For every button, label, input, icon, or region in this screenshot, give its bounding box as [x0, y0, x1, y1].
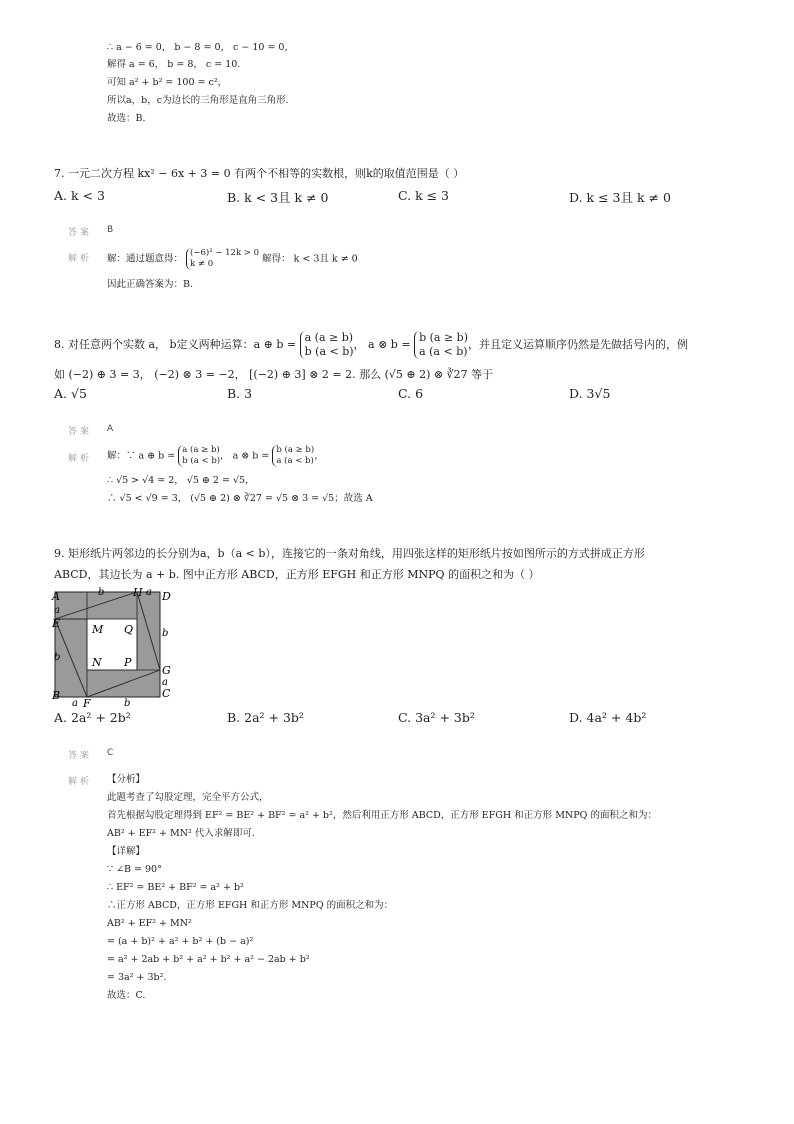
q9-sol-line-1: 此题考查了勾股定理，完全平方公式，	[107, 792, 269, 803]
q8-sol-prefix: 解：∵ a ⊕ b =	[107, 450, 176, 462]
q7-stem: 7. 一元二次方程 kx² − 6x + 3 = 0 有两个不相等的实数根，则k的取值范围是（ ）	[54, 167, 465, 180]
q8-answer: A	[107, 424, 114, 434]
q7-solution-line-1	[107, 248, 358, 270]
top-line-4: 所以a，b，c为边长的三角形是直角三角形.	[107, 95, 289, 106]
q8-sol-mid: ， a ⊗ b =	[220, 450, 270, 462]
q8-stem-line-1	[54, 331, 688, 359]
side-a-bottom: a	[72, 698, 78, 708]
side-b-top: b	[98, 587, 105, 598]
q9-sol-line-8: AB² + EF² + MN²	[107, 918, 192, 929]
q8-option-b[interactable]: B. 3	[227, 386, 253, 401]
q7-sol-suffix: 解得： k < 3且 k ≠ 0	[262, 253, 358, 265]
q8-def-oplus-1: a (a ≥ b)	[304, 331, 354, 344]
q8-sol-oplus	[178, 445, 220, 467]
side-a-right: a	[162, 677, 168, 688]
q8-sol-oplus-1: a (a ≥ b)	[182, 445, 220, 455]
side-a-left: a	[54, 605, 60, 616]
q9-sol-line-11: = 3a² + 3b².	[107, 972, 167, 983]
q9-option-b[interactable]: B. 2a² + 3b²	[227, 710, 304, 725]
q8-solution-line-1	[107, 445, 324, 467]
q7-option-a[interactable]: A. k < 3	[54, 188, 105, 203]
q9-figure	[50, 586, 180, 708]
q9-sol-line-12: 故选：C.	[107, 990, 146, 1001]
q8-def-oplus	[300, 331, 354, 359]
q8-def-otimes-1: b (a ≥ b)	[419, 331, 469, 344]
q8-stem-mid: ， a ⊗ b =	[353, 338, 411, 351]
q7-solution-line-2: 因此正确答案为：B.	[107, 279, 194, 290]
label-e: E	[52, 617, 61, 630]
q8-option-c[interactable]: C. 6	[398, 386, 424, 401]
q8-answer-label: 答案	[68, 427, 93, 437]
q8-sol-otimes	[272, 445, 314, 467]
q9-sol-line-7: ∴正方形 ABCD，正方形 EFGH 和正方形 MNPQ 的面积之和为：	[107, 900, 394, 911]
label-g: G	[162, 664, 171, 677]
side-b-bottom: b	[124, 698, 131, 708]
q8-def-oplus-2: b (a < b)	[304, 345, 354, 358]
side-b-right: b	[162, 628, 169, 639]
side-a-top: a	[146, 587, 152, 598]
top-line-2: 解得 a = 6， b = 8， c = 10.	[107, 59, 241, 70]
q8-sol-oplus-2: b (a < b)	[182, 456, 221, 466]
q7-option-d[interactable]: D. k ≤ 3且 k ≠ 0	[569, 190, 671, 205]
q9-sol-line-5: ∵ ∠B = 90°	[107, 864, 162, 875]
q9-sol-line-9: = (a + b)² + a² + b² + (b − a)²	[107, 936, 254, 947]
q9-answer-label: 答案	[68, 751, 93, 761]
q7-analysis-label: 解析	[68, 254, 93, 264]
q7-sol-case-1: (−6)² − 12k > 0	[190, 248, 260, 258]
q7-sol-case	[186, 248, 259, 270]
q9-sol-line-10: = a² + 2ab + b² + a² + b² + a² − 2ab + b²	[107, 954, 310, 965]
q7-sol-case-2: k ≠ 0	[190, 259, 214, 269]
q8-sol-otimes-1: b (a ≥ b)	[276, 445, 315, 455]
label-m: M	[92, 623, 104, 636]
q8-solution-line-3: ∴ √5 < √9 = 3， (√5 ⊕ 2) ⊗ ∛27 = √5 ⊗ 3 = √5；故选 A	[107, 493, 373, 504]
label-h: H	[133, 586, 143, 599]
q9-answer: C	[107, 748, 114, 758]
q9-stem-line-2: ABCD，其边长为 a + b. 图中正方形 ABCD，正方形 EFGH 和正方形 MNPQ 的面积之和为（ ）	[54, 568, 540, 581]
q9-sol-line-2: 首先根据勾股定理得到 EF² = BE² + BF² = a² + b²，然后利用正方形 ABCD，正方形 EFGH 和正方形 MNPQ 的面积之和为：	[107, 810, 657, 821]
q8-stem-line-2: 如 (−2) ⊕ 3 = 3， (−2) ⊗ 3 = −2， [(−2) ⊕ 3] ⊗ 2 = 2. 那么 (√5 ⊕ 2) ⊗ ∛27 等于	[54, 368, 494, 381]
q8-sol-otimes-2: a (a < b)	[276, 456, 314, 466]
q9-stem-line-1: 9. 矩形纸片两邻边的长分别为a，b（a < b），连接它的一条对角线，用四张这样的矩形纸片按如图所示的方式拼成正方形	[54, 547, 645, 560]
q9-sol-line-0: 【分析】	[107, 774, 146, 785]
q9-sol-line-6: ∴ EF² = BE² + BF² = a² + b²	[107, 882, 244, 893]
label-c: C	[162, 687, 171, 700]
label-d: D	[162, 590, 171, 603]
q9-sol-line-4: 【详解】	[107, 846, 146, 857]
label-a: A	[52, 590, 60, 603]
q9-analysis-label: 解析	[68, 777, 93, 787]
label-b: B	[52, 689, 61, 702]
q8-stem-prefix: 8. 对任意两个实数 a， b定义两种运算：a ⊕ b =	[54, 338, 297, 351]
q8-stem-suffix: ，并且定义运算顺序仍然是先做括号内的，例	[468, 338, 689, 351]
q7-option-b[interactable]: B. k < 3且 k ≠ 0	[227, 190, 329, 205]
side-b-left: b	[54, 652, 61, 663]
q8-option-d[interactable]: D. 3√5	[569, 386, 611, 401]
q9-sol-line-3: AB² + EF² + MN² 代入求解即可.	[107, 828, 255, 839]
q7-answer-label: 答案	[68, 228, 93, 238]
label-f: F	[83, 697, 91, 708]
top-line-1: ∴ a − 6 = 0， b − 8 = 0， c − 10 = 0，	[107, 42, 294, 53]
q8-solution-line-2: ∴ √5 > √4 = 2， √5 ⊕ 2 = √5，	[107, 475, 255, 486]
q7-sol-prefix: 解：通过题意得：	[107, 253, 184, 265]
label-q: Q	[124, 623, 134, 636]
q7-answer: B	[107, 225, 114, 235]
q9-option-d[interactable]: D. 4a² + 4b²	[569, 710, 647, 725]
label-p: P	[124, 656, 132, 669]
top-line-3: 可知 a² + b² = 100 = c²，	[107, 77, 228, 88]
q8-option-a[interactable]: A. √5	[54, 386, 87, 401]
q8-sol-end: ，	[314, 450, 324, 462]
label-n: N	[92, 656, 102, 669]
q7-option-c[interactable]: C. k ≤ 3	[398, 188, 450, 203]
q8-analysis-label: 解析	[68, 454, 93, 464]
q9-option-c[interactable]: C. 3a² + 3b²	[398, 710, 475, 725]
top-line-5: 故选：B.	[107, 113, 146, 124]
q8-def-otimes	[414, 331, 468, 359]
q8-def-otimes-2: a (a < b)	[419, 345, 468, 358]
q9-option-a[interactable]: A. 2a² + 2b²	[54, 710, 131, 725]
